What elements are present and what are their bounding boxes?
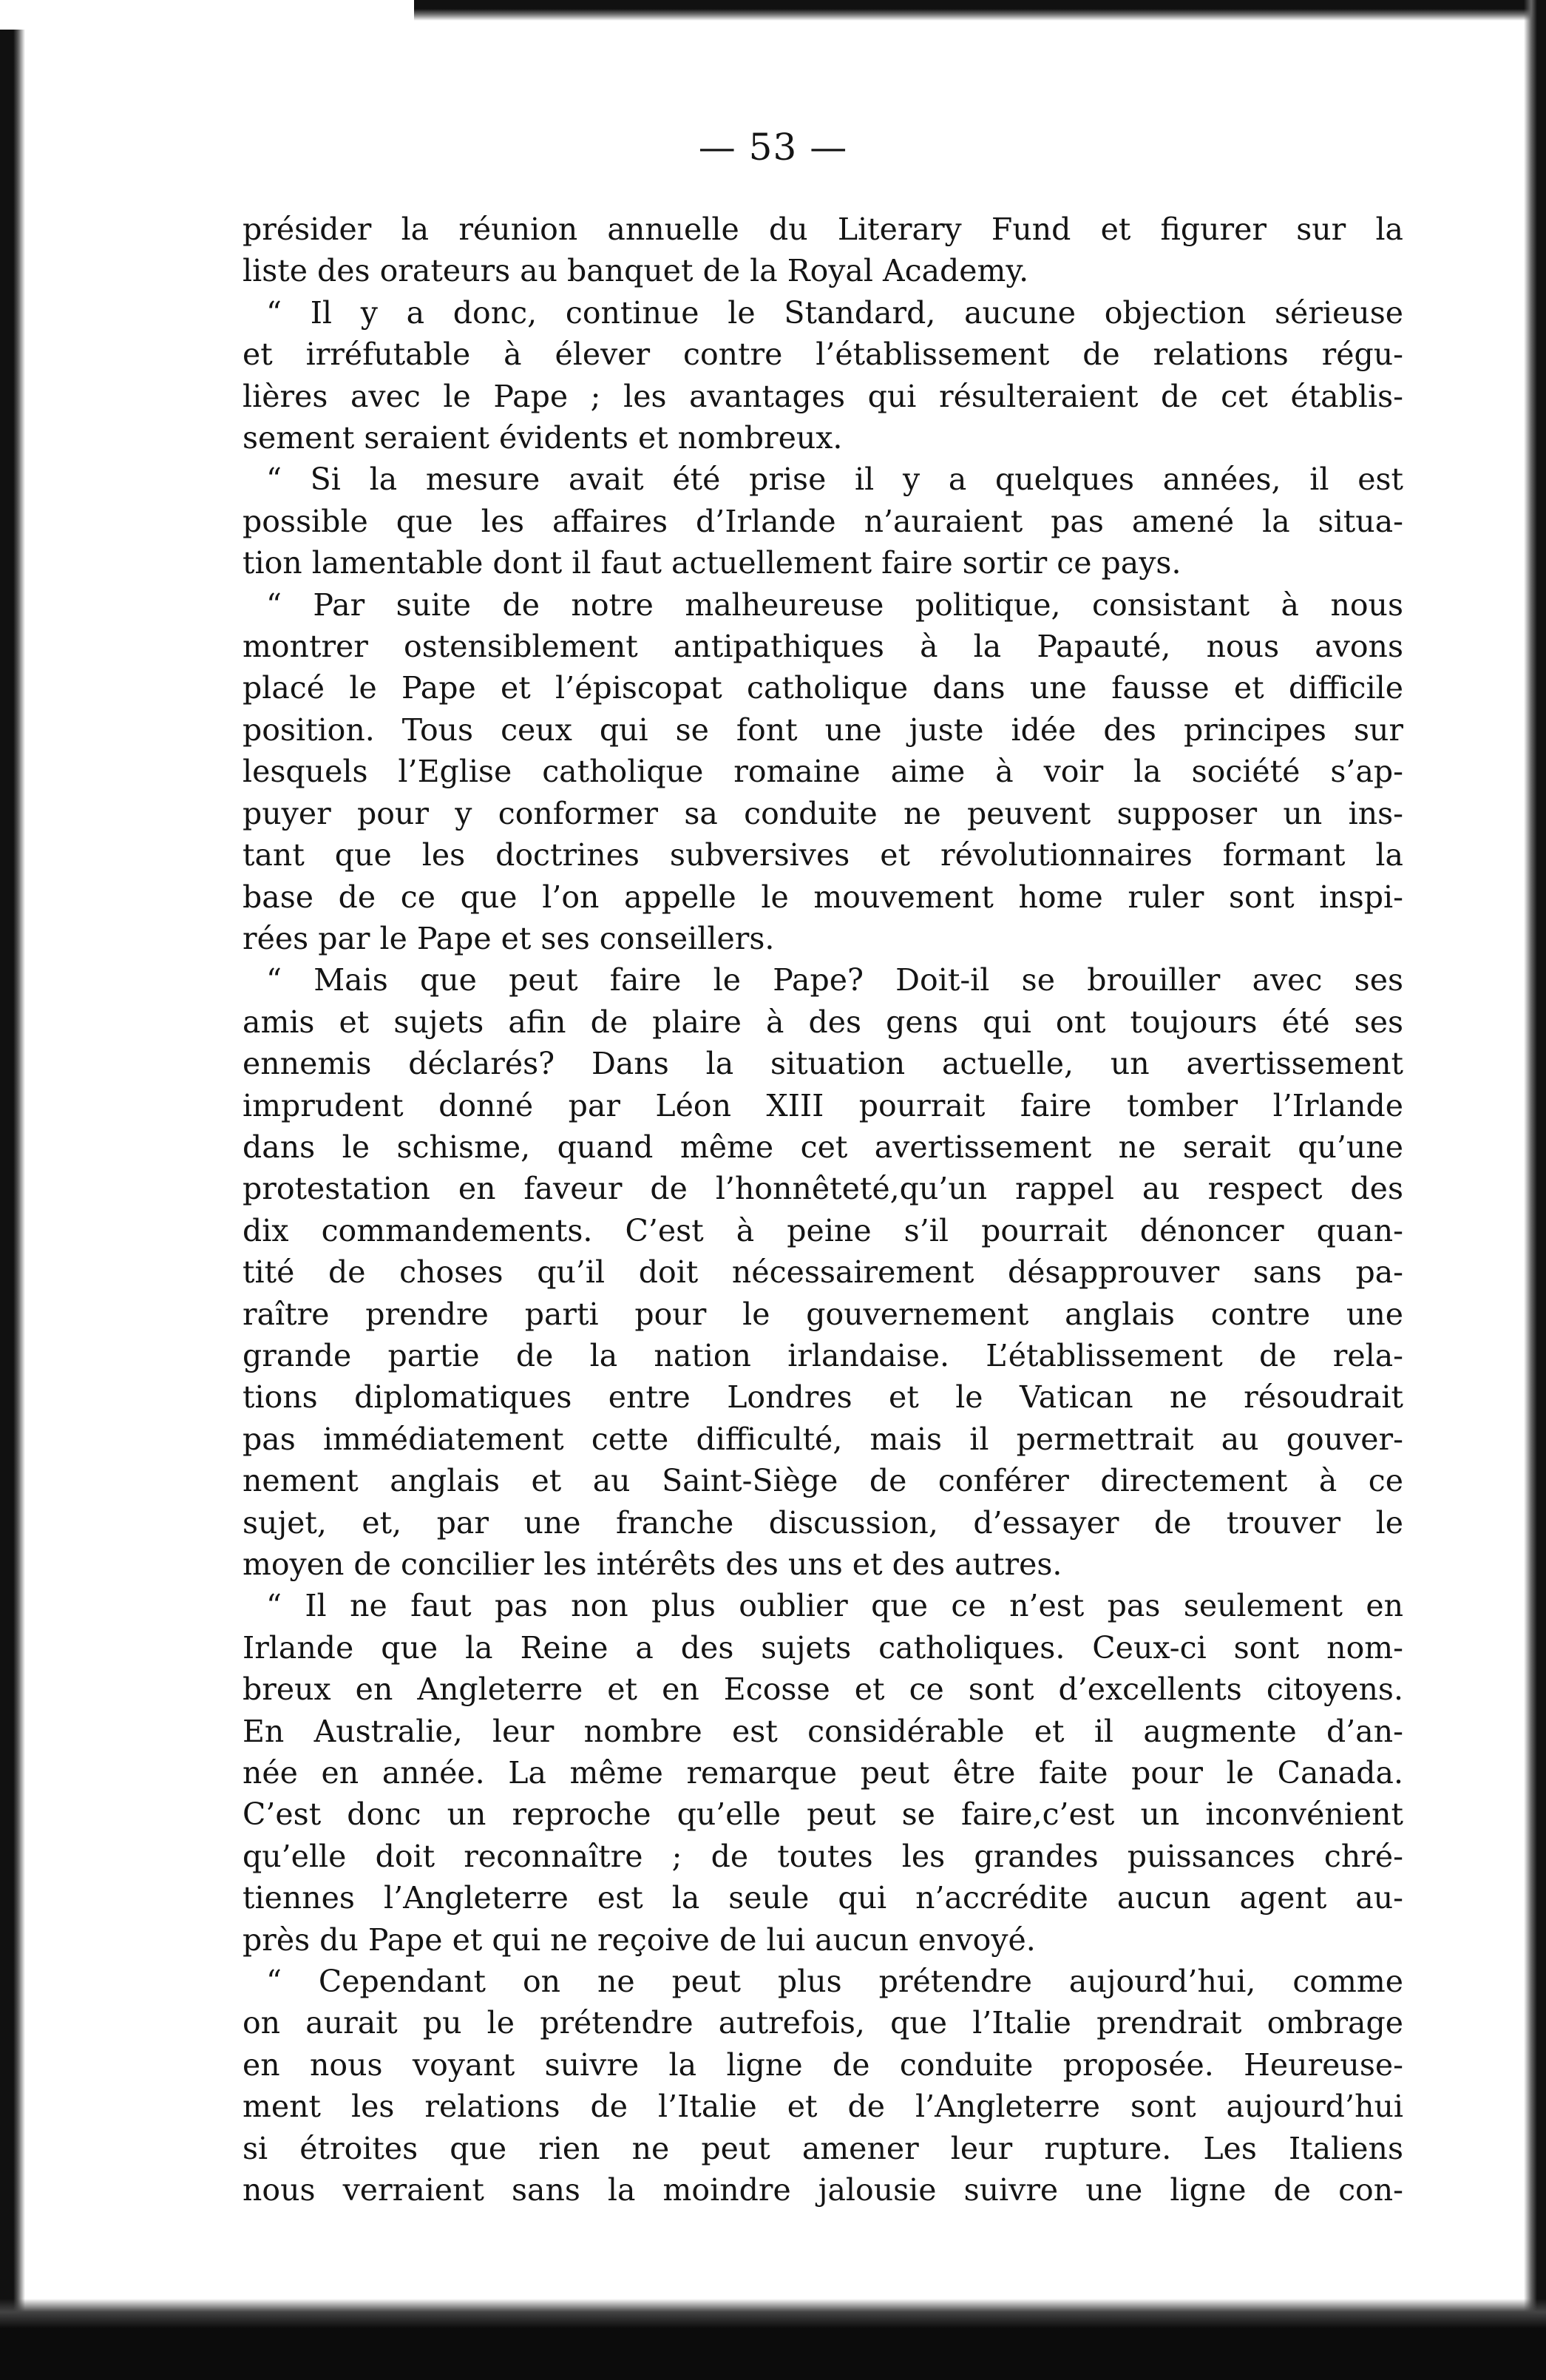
text-line: pas immédiatement cette difficulté, mais il permettrait au gouver- <box>243 1421 1403 1457</box>
text-line: sement seraient évidents et nombreux. <box>243 420 843 456</box>
text-line: “ Il ne faut pas non plus oublier que ce n’est pas seulement en <box>266 1588 1403 1624</box>
text-line: ennemis déclarés? Dans la situation actuelle, un avertissement <box>243 1046 1403 1082</box>
text-line: tant que les doctrines subversives et révolutionnaires formant la <box>243 837 1403 873</box>
text-line: on aurait pu le prétendre autrefois, que l’Italie prendrait ombrage <box>243 2005 1403 2041</box>
text-line: née en année. La même remarque peut être faite pour le Canada. <box>243 1755 1403 1791</box>
text-line: tions diplomatiques entre Londres et le Vatican ne résoudrait <box>243 1379 1403 1416</box>
scan-edge-left <box>0 30 25 2352</box>
text-line: placé le Pape et l’épiscopat catholique dans une fausse et difficile <box>243 670 1403 706</box>
text-line: “ Mais que peut faire le Pape? Doit-il se brouiller avec ses <box>266 962 1403 998</box>
page-number: — 53 — <box>698 126 848 169</box>
text-line: tiennes l’Angleterre est la seule qui n’accrédite aucun agent au- <box>243 1880 1403 1916</box>
text-line: breux en Angleterre et en Ecosse et ce sont d’excellents citoyens. <box>243 1671 1403 1708</box>
text-line: si étroites que rien ne peut amener leur rupture. Les Italiens <box>243 2130 1403 2166</box>
text-line: sujet, et, par une franche discussion, d’essayer de trouver le <box>243 1504 1403 1541</box>
text-line: ment les relations de l’Italie et de l’Angleterre sont aujourd’hui <box>243 2089 1403 2125</box>
text-line: présider la réunion annuelle du Literary Fund et figurer sur la <box>243 212 1403 247</box>
text-line: amis et sujets afin de plaire à des gens qui ont toujours été ses <box>243 1004 1403 1040</box>
text-line: qu’elle doit reconnaître ; de toutes les grandes puissances chré- <box>243 1838 1403 1874</box>
text-line: Irlande que la Reine a des sujets catholiques. Ceux-ci sont nom- <box>243 1629 1403 1666</box>
scan-edge-bottom <box>0 2299 1546 2380</box>
text-line: lières avec le Pape ; les avantages qui résulteraient de cet établis- <box>243 378 1403 414</box>
page-text <box>243 209 1403 2211</box>
text-line: imprudent donné par Léon XIII pourrait faire tomber l’Irlande <box>243 1087 1403 1123</box>
text-line: En Australie, leur nombre est considérable et il augmente d’an- <box>243 1713 1403 1749</box>
text-line: nous verraient sans la moindre jalousie suivre une ligne de con- <box>243 2172 1403 2208</box>
scan-edge-right <box>1524 0 1546 2380</box>
text-line: base de ce que l’on appelle le mouvement home ruler sont inspi- <box>243 879 1403 915</box>
scan-edge-top <box>414 0 1546 21</box>
text-line: protestation en faveur de l’honnêteté,qu’un rappel au respect des <box>243 1171 1403 1207</box>
text-line: position. Tous ceux qui se font une juste idée des principes sur <box>243 711 1403 748</box>
text-line: possible que les affaires d’Irlande n’auraient pas amené la situa- <box>243 503 1403 539</box>
text-line: moyen de concilier les intérêts des uns et des autres. <box>243 1546 1062 1582</box>
text-line: et irréfutable à élever contre l’établissement de relations régu- <box>243 337 1403 373</box>
text-line: raître prendre parti pour le gouvernement anglais contre une <box>243 1296 1403 1332</box>
text-line: “ Par suite de notre malheureuse politique, consistant à nous <box>266 586 1403 623</box>
text-line: C’est donc un reproche qu’elle peut se faire,c’est un inconvénient <box>243 1796 1403 1833</box>
text-line: “ Il y a donc, continue le Standard, aucune objection sérieuse <box>266 294 1403 331</box>
text-line: liste des orateurs au banquet de la Royal Academy. <box>243 253 1029 289</box>
text-line: tité de choses qu’il doit nécessairement désapprouver sans pa- <box>243 1254 1403 1291</box>
text-line: puyer pour y conformer sa conduite ne peuvent supposer un ins- <box>243 795 1403 831</box>
text-line: nement anglais et au Saint-Siège de conférer directement à ce <box>243 1463 1403 1499</box>
text-line: dix commandements. C’est à peine s’il pourrait dénoncer quan- <box>243 1212 1403 1248</box>
text-line: montrer ostensiblement antipathiques à la Papauté, nous avons <box>243 629 1403 665</box>
text-line: rées par le Pape et ses conseillers. <box>243 920 775 956</box>
text-line: lesquels l’Eglise catholique romaine aime à voir la société s’ap- <box>243 754 1403 790</box>
text-line: “ Cependant on ne peut plus prétendre aujourd’hui, comme <box>266 1964 1403 2000</box>
text-line: dans le schisme, quand même cet avertissement ne serait qu’une <box>243 1129 1403 1165</box>
text-line: tion lamentable dont il faut actuellement faire sortir ce pays. <box>243 545 1181 581</box>
text-line: près du Pape et qui ne reçoive de lui aucun envoyé. <box>243 1921 1036 1958</box>
text-line: en nous voyant suivre la ligne de conduite proposée. Heureuse- <box>243 2046 1403 2083</box>
text-line: “ Si la mesure avait été prise il y a quelques années, il est <box>266 462 1403 498</box>
text-line: grande partie de la nation irlandaise. L’établissement de rela- <box>243 1337 1403 1373</box>
